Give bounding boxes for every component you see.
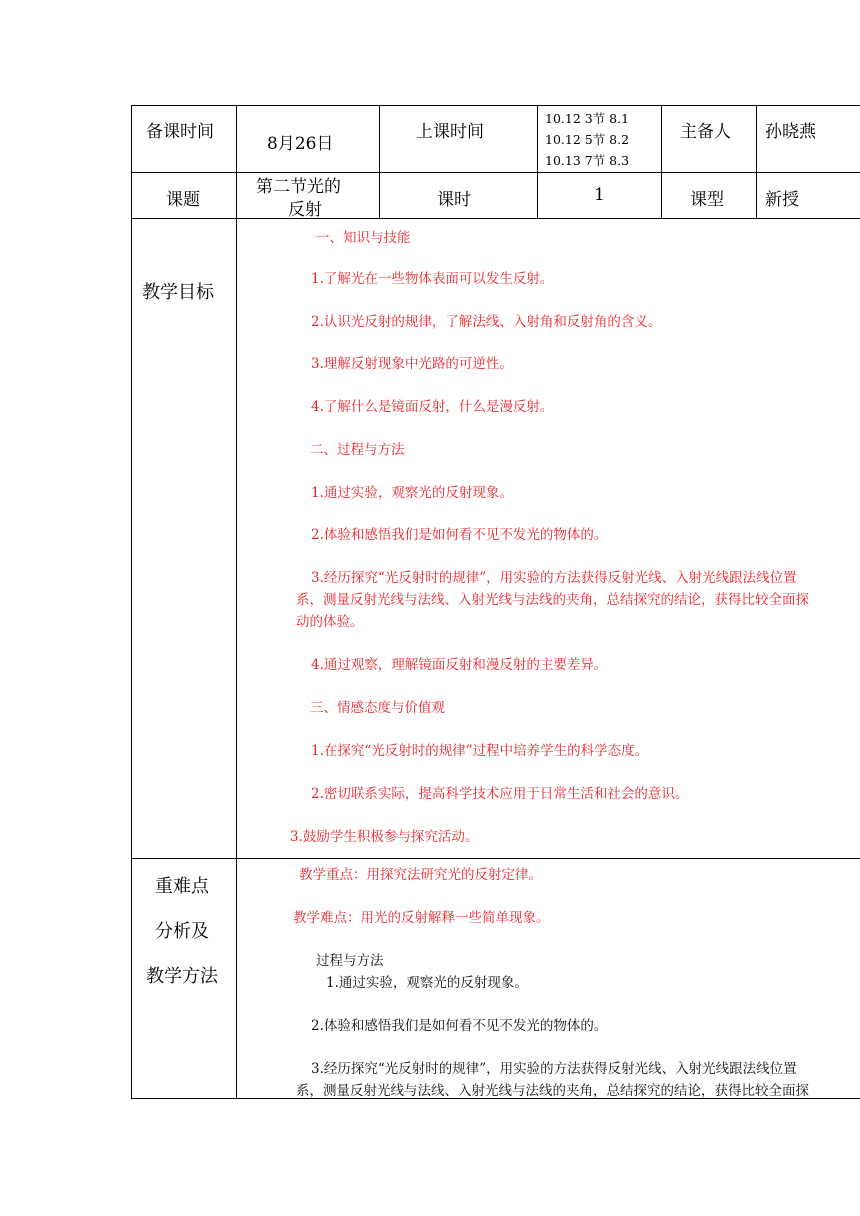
table-col-divider	[756, 105, 757, 219]
method-line: 过程与方法	[316, 953, 384, 969]
preparer-value: 孙晓燕	[765, 122, 816, 142]
objective-line: 3.鼓励学生积极参与探究活动。	[290, 829, 479, 845]
topic-line-1: 第二节光的	[256, 177, 341, 197]
key-point-line: 教学重点：用探究法研究光的反射定律。	[299, 867, 542, 883]
objective-line: 2.密切联系实际，提高科学技术应用于日常生活和社会的意识。	[311, 786, 689, 802]
prep-time-label: 备课时间	[146, 122, 214, 142]
objective-line: 二、过程与方法	[310, 442, 405, 458]
table-row-divider	[131, 172, 860, 173]
table-border-top	[131, 105, 860, 106]
table-col-divider	[661, 105, 662, 219]
class-time-label: 上课时间	[416, 122, 484, 142]
prep-time-value: 8月26日	[267, 134, 334, 154]
keypoints-label-2: 分析及	[155, 921, 209, 942]
class-time-3: 10.13 7节 8.3	[545, 153, 630, 168]
type-label: 课型	[690, 190, 724, 210]
method-line: 3.经历探究“光反射时的规律”，用实验的方法获得反射光线、入射光线跟法线位置	[311, 1061, 797, 1077]
objective-line: 1.通过实验，观察光的反射现象。	[311, 485, 513, 501]
difficulty-line: 教学难点：用光的反射解释一些简单现象。	[293, 910, 550, 926]
class-time-1: 10.12 3节 8.1	[545, 111, 630, 126]
objective-line: 2.体验和感悟我们是如何看不见不发光的物体的。	[311, 527, 608, 543]
topic-line-2: 反射	[288, 200, 322, 220]
objective-line: 1.了解光在一些物体表面可以发生反射。	[311, 271, 554, 287]
objective-line: 系，测量反射光线与法线、入射光线与法线的夹角，总结探究的结论，获得比较全面探	[296, 592, 809, 608]
period-label: 课时	[437, 190, 471, 210]
class-time-2: 10.12 5节 8.2	[545, 132, 630, 147]
topic-label: 课题	[166, 190, 200, 210]
objective-line: 3.理解反射现象中光路的可逆性。	[311, 356, 513, 372]
table-row-divider	[131, 218, 860, 219]
objective-line: 一、知识与技能	[316, 230, 411, 246]
keypoints-label-3: 教学方法	[146, 966, 218, 987]
method-line: 2.体验和感悟我们是如何看不见不发光的物体的。	[311, 1018, 608, 1034]
objectives-label: 教学目标	[142, 282, 214, 303]
method-line: 1.通过实验，观察光的反射现象。	[326, 975, 528, 991]
objective-line: 3.经历探究“光反射时的规律”，用实验的方法获得反射光线、入射光线跟法线位置	[311, 570, 797, 586]
table-col-divider	[537, 105, 538, 219]
table-border-left	[131, 105, 132, 1099]
table-row-divider	[131, 858, 860, 859]
objective-line: 4.通过观察，理解镜面反射和漫反射的主要差异。	[311, 657, 608, 673]
method-line: 系，测量反射光线与法线、入射光线与法线的夹角，总结探究的结论，获得比较全面探	[296, 1083, 809, 1099]
table-col-divider	[236, 105, 237, 1099]
objective-line: 2.认识光反射的规律，了解法线、入射角和反射角的含义。	[311, 314, 662, 330]
objective-line: 4.了解什么是镜面反射，什么是漫反射。	[311, 399, 554, 415]
period-value: 1	[594, 185, 605, 205]
keypoints-label-1: 重难点	[155, 876, 209, 897]
objective-line: 1.在探究“光反射时的规律”过程中培养学生的科学态度。	[311, 743, 649, 759]
objective-line: 动的体验。	[296, 614, 364, 630]
type-value: 新授	[765, 190, 799, 210]
table-col-divider	[379, 105, 380, 219]
preparer-label: 主备人	[680, 122, 731, 142]
objective-line: 三、情感态度与价值观	[310, 700, 445, 716]
